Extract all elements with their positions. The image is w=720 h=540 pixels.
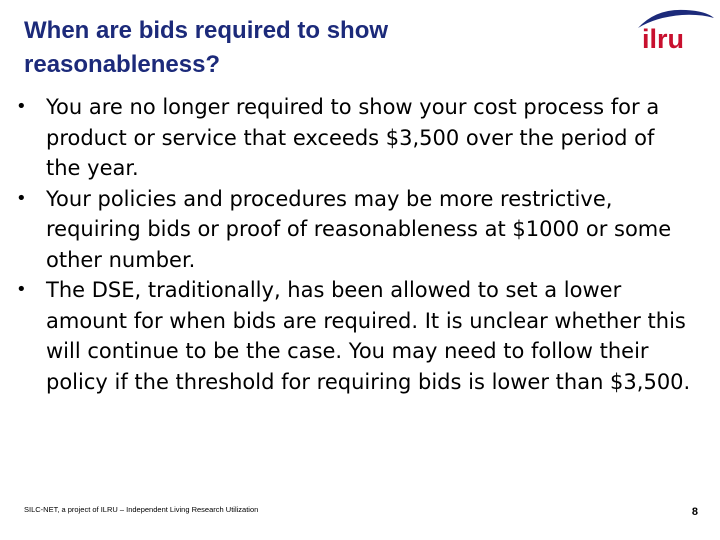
ilru-logo-graphic [630,4,718,56]
bullet-text: The DSE, traditionally, has been allowed to set a lower amount for when bids are required. It is unclear whether this will continue to be the case. You may need to follow their policy if the threshold for requiring bids is lower than $3,500. [46,278,691,394]
list-item [14,92,694,184]
bullet-icon: • [16,96,27,117]
ilru-logo-text: ilru [642,24,685,54]
bullet-icon: • [16,187,27,209]
bullet-list [14,92,694,397]
bullet-text: You are no longer required to show your cost process for a product or service that exceeds $3,500 over the period of the year. [46,95,660,180]
slide-title: When are bids required to show reasonableness? [24,17,389,78]
list-item [14,184,694,276]
list-item [14,275,694,397]
footer-credit: SILC-NET, a project of ILRU – Independent Living Research Utilization [24,505,259,514]
page-number: 8 [691,506,698,518]
bullet-icon: • [16,279,27,300]
ilru-logo [630,4,718,56]
bullet-text: Your policies and procedures may be more restrictive, requiring bids or proof of reasonableness at $1000 or some other number. [46,186,672,272]
